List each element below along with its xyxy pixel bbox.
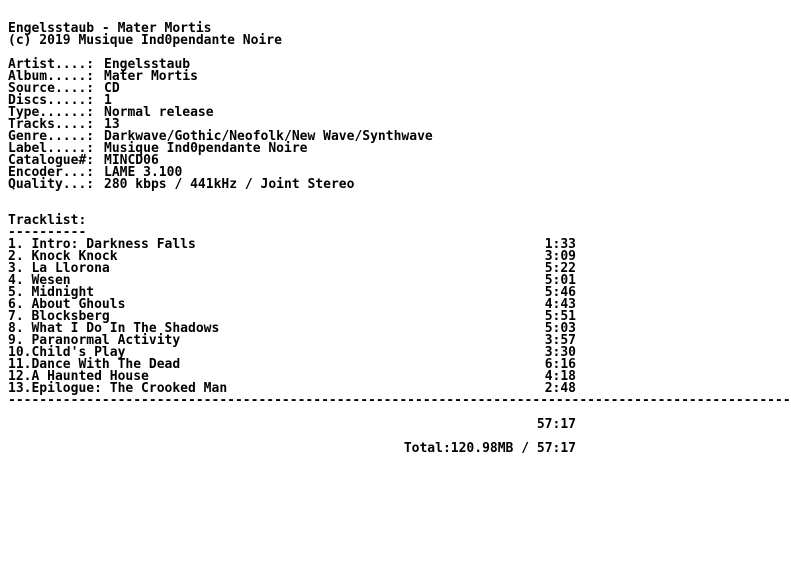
track-title: 9. Paranormal Activity — [8, 333, 181, 348]
nfo-text — [8, 21, 791, 456]
track-title: 10.Child's Play — [8, 345, 126, 360]
spacer — [8, 203, 576, 215]
track-length: 5:22 — [544, 261, 576, 276]
track-length: 4:18 — [544, 369, 576, 384]
track-length: 3:30 — [544, 345, 576, 360]
track-title: 2. Knock Knock — [8, 249, 118, 264]
info-album: Album.....: Mater Mortis — [8, 69, 198, 84]
info-encoder: Encoder...: LAME 3.100 — [8, 165, 183, 180]
info-quality: Quality...: 280 kbps / 441kHz / Joint Stereo — [8, 177, 355, 192]
info-genre: Genre.....: Darkwave/Gothic/Neofolk/New Wave/Synthwave — [8, 129, 433, 144]
tracklist-heading: Tracklist: — [8, 213, 87, 228]
info-tracks: Tracks....: 13 — [8, 117, 120, 132]
separator-line: ---------------------------------------------------------------------------------------------------- — [8, 393, 791, 408]
total-runtime: 57:17 — [536, 417, 576, 432]
track-title: 11.Dance With The Dead — [8, 357, 181, 372]
info-source: Source....: CD — [8, 81, 120, 96]
total-summary: Total:120.98MB / 57:17 — [403, 441, 576, 456]
info-catalogue: Catalogue#: MINCD06 — [8, 153, 159, 168]
info-artist: Artist....: Engelsstaub — [8, 57, 191, 72]
track-title: 8. What I Do In The Shadows — [8, 321, 220, 336]
track-length: 5:51 — [544, 309, 576, 324]
album-title: Engelsstaub - Mater Mortis — [8, 21, 212, 36]
info-discs: Discs.....: 1 — [8, 93, 112, 108]
track-title: 7. Blocksberg — [8, 309, 110, 324]
info-label: Label.....: Musique Ind0pendante Noire — [8, 141, 308, 156]
tracklist-underline: ---------- — [8, 225, 87, 240]
spacer — [8, 191, 576, 203]
track-title: 6. About Ghouls — [8, 297, 126, 312]
track-title: 1. Intro: Darkness Falls — [8, 237, 196, 252]
track-length: 1:33 — [544, 237, 576, 252]
copyright-line: (c) 2019 Musique Ind0pendante Noire — [8, 33, 282, 48]
track-title: 5. Midnight — [8, 285, 95, 300]
spacer — [8, 407, 576, 419]
info-type: Type......: Normal release — [8, 105, 214, 120]
track-length: 2:48 — [544, 381, 576, 396]
track-title: 12.A Haunted House — [8, 369, 149, 384]
track-title: 4. Wesen — [8, 273, 71, 288]
track-length: 5:03 — [544, 321, 576, 336]
track-length: 4:43 — [544, 297, 576, 312]
track-length: 6:16 — [544, 357, 576, 372]
track-title: 3. La Llorona — [8, 261, 110, 276]
track-title: 13.Epilogue: The Crooked Man — [8, 381, 228, 396]
track-row — [8, 263, 576, 275]
track-length: 5:46 — [544, 285, 576, 300]
track-length: 3:09 — [544, 249, 576, 264]
track-length: 3:57 — [544, 333, 576, 348]
track-length: 5:01 — [544, 273, 576, 288]
